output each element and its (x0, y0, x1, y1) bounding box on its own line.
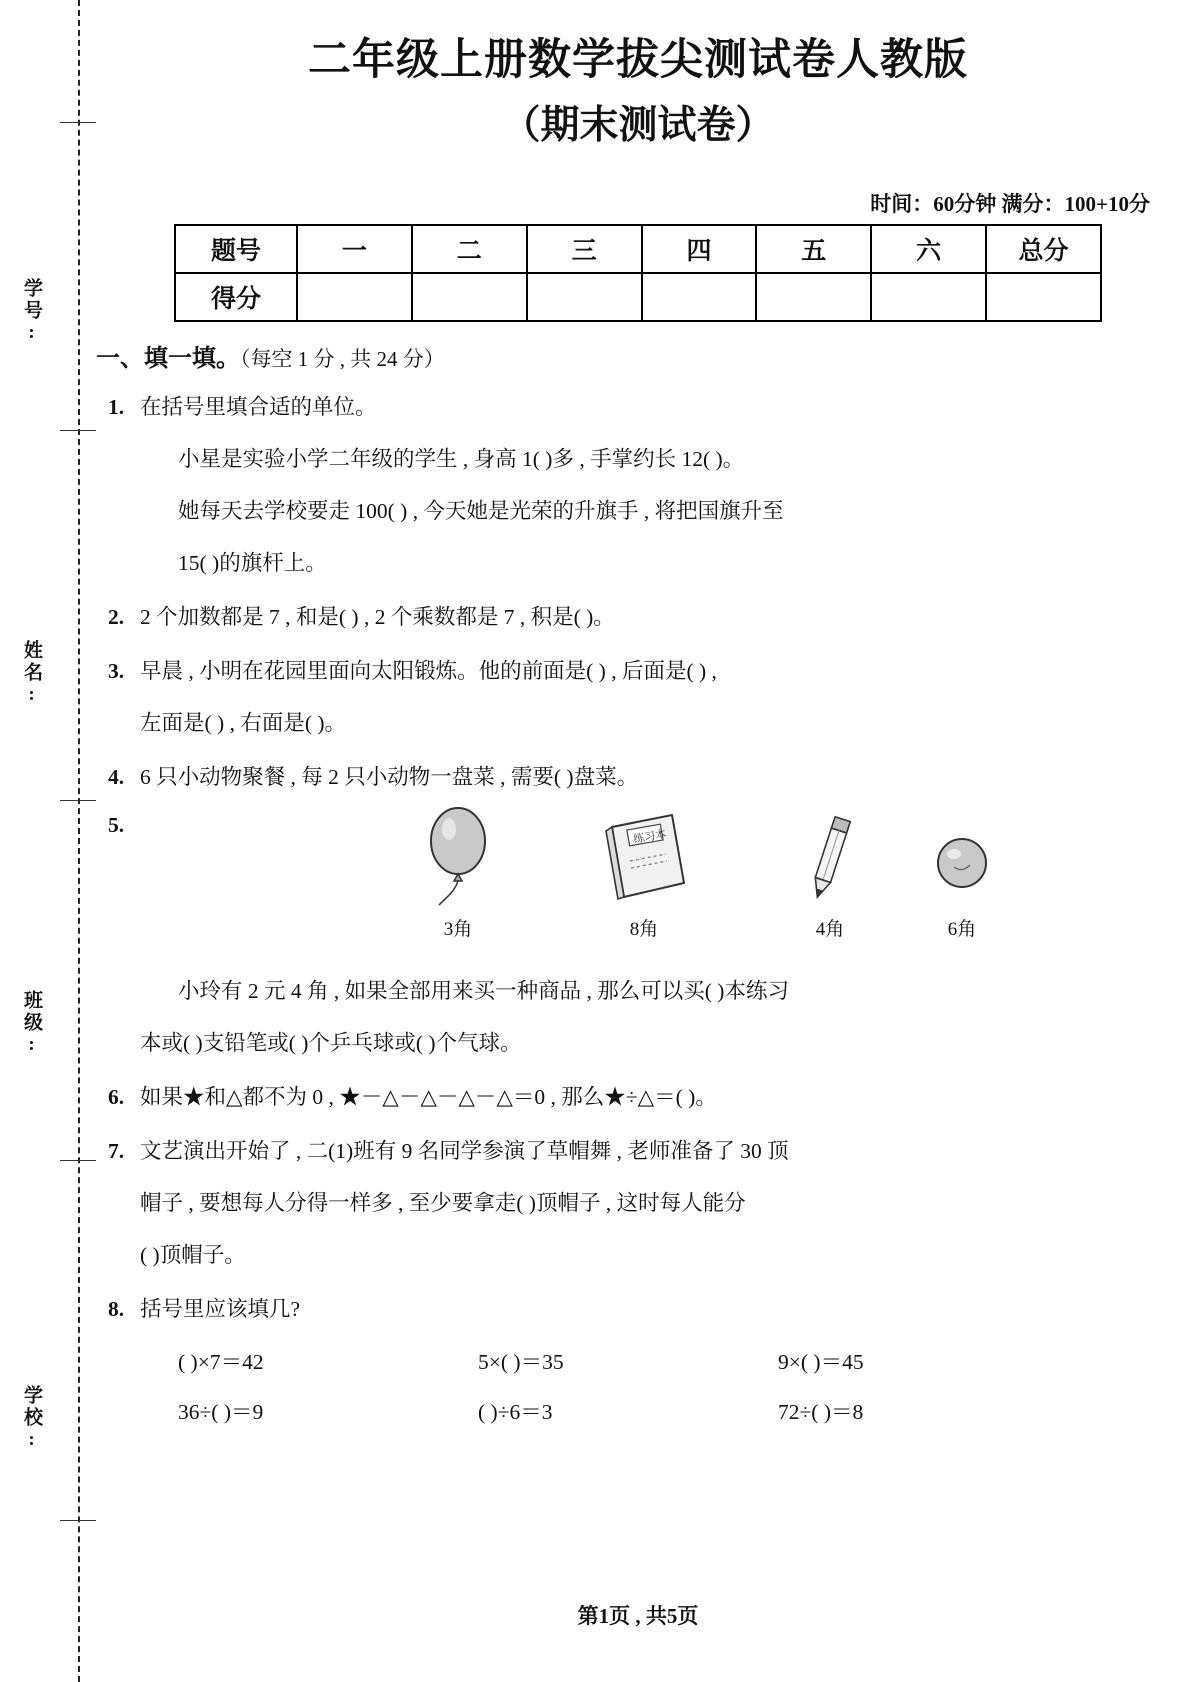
score-cell[interactable] (871, 273, 986, 321)
question-number: 6. (108, 1084, 125, 1109)
question-line: ( )顶帽子。 (140, 1242, 246, 1267)
svg-text:练习本: 练习本 (632, 828, 668, 846)
equation-row (178, 1387, 1138, 1437)
balloon-icon (413, 805, 503, 910)
score-cell[interactable] (642, 273, 757, 321)
margin-label-name: 姓名: (21, 640, 42, 708)
page-footer: 第1页 , 共5页 (577, 1604, 699, 1628)
question-line: 在括号里填合适的单位。 (140, 394, 377, 419)
question-line: 如果★和△都不为 0 , ★－△－△－△－△＝0 , 那么★÷△＝( )。 (140, 1084, 717, 1109)
score-table-col-2: 二 (412, 225, 527, 273)
question-2 (86, 591, 1190, 643)
question-line: 早晨 , 小明在花园里面向太阳锻炼。他的前面是( ) , 后面是( ) , (140, 658, 717, 683)
question-number: 7. (108, 1138, 125, 1163)
score-table-row-label: 题号 (175, 225, 297, 273)
page-title: 二年级上册数学拔尖测试卷人教版 (308, 37, 968, 84)
section-heading-note: （每空 1 分 , 共 24 分） (240, 346, 445, 371)
question-5-text (86, 965, 1190, 1069)
picture-pencil (760, 805, 900, 941)
equation-cell: ( )×7＝42 (178, 1349, 264, 1374)
left-margin-strip (0, 0, 86, 1682)
picture-caption: 8角 (629, 918, 659, 940)
score-table-col-5: 五 (756, 225, 871, 273)
score-cell[interactable] (527, 273, 642, 321)
picture-caption: 4角 (815, 918, 845, 940)
question-number: 4. (108, 764, 125, 789)
score-table-col-1: 一 (297, 225, 412, 273)
equation-cell: 36÷( )＝9 (178, 1399, 264, 1424)
equation-cell: 5×( )＝35 (478, 1349, 564, 1374)
margin-label-school: 学校: (21, 1385, 42, 1453)
score-table-col-4: 四 (642, 225, 757, 273)
section-heading-text: 一、填一填。 (96, 345, 240, 372)
score-cell[interactable] (412, 273, 527, 321)
question-line: 2 个加数都是 7 , 和是( ) , 2 个乘数都是 7 , 积是( )。 (140, 604, 615, 629)
score-table-col-6: 六 (871, 225, 986, 273)
question-line: 本或( )支铅笔或( )个乒乓球或( )个气球。 (140, 1030, 522, 1055)
margin-label-student-id: 学号: (21, 278, 42, 346)
question-6 (86, 1071, 1190, 1123)
table-row (175, 225, 1101, 273)
page-subtitle: （期末测试卷） (501, 103, 775, 147)
question-line: 15( )的旗杆上。 (178, 550, 327, 575)
question-line: 6 只小动物聚餐 , 每 2 只小动物一盘菜 , 需要( )盘菜。 (140, 764, 639, 789)
dashed-fold-line (78, 0, 80, 1682)
equation-cell: ( )÷6＝3 (478, 1399, 553, 1424)
question-line: 帽子 , 要想每人分得一样多 , 至少要拿走( )顶帽子 , 这时每人能分 (140, 1190, 746, 1215)
notebook-icon (590, 805, 698, 910)
score-table (174, 224, 1102, 322)
section-heading (96, 338, 1190, 373)
question-number: 8. (108, 1296, 125, 1321)
exam-page (86, 0, 1190, 1682)
pencil-icon (785, 805, 875, 910)
question-number: 1. (108, 394, 125, 419)
question-line: 括号里应该填几? (140, 1296, 301, 1321)
question-number: 5. (108, 812, 125, 837)
picture-balloon (388, 805, 528, 941)
picture-caption: 3角 (443, 918, 473, 940)
question-number: 2. (108, 604, 125, 629)
question-5-pictures (140, 805, 1190, 965)
question-number: 3. (108, 658, 125, 683)
score-cell[interactable] (297, 273, 412, 321)
score-table-col-total: 总分 (986, 225, 1101, 273)
margin-label-class: 班级: (21, 990, 42, 1058)
equation-cell: 72÷( )＝8 (778, 1399, 864, 1424)
question-4 (86, 751, 1190, 803)
score-cell[interactable] (756, 273, 871, 321)
picture-caption: 6角 (947, 918, 977, 940)
question-7 (86, 1125, 1190, 1281)
question-3 (86, 645, 1190, 749)
ball-icon (917, 805, 1007, 910)
equation-row (178, 1337, 1138, 1387)
equation-cell: 9×( )＝45 (778, 1349, 864, 1374)
question-8 (86, 1283, 1190, 1335)
picture-ping-pong-ball (892, 805, 1032, 941)
question-line: 左面是( ) , 右面是( )。 (140, 710, 347, 735)
score-cell[interactable] (986, 273, 1101, 321)
question-line: 小玲有 2 元 4 角 , 如果全部用来买一种商品 , 那么可以买( )本练习 (178, 978, 789, 1003)
score-table-row-label: 得分 (175, 273, 297, 321)
table-row (175, 273, 1101, 321)
question-8-equations (178, 1337, 1138, 1437)
exam-meta: 时间：60分钟 满分：100+10分 (870, 191, 1150, 216)
score-table-col-3: 三 (527, 225, 642, 273)
question-line: 文艺演出开始了 , 二(1)班有 9 名同学参演了草帽舞 , 老师准备了 30 顶 (140, 1138, 789, 1163)
question-line: 她每天去学校要走 100( ) , 今天她是光荣的升旗手 , 将把国旗升至 (178, 498, 784, 523)
question-line: 小星是实验小学二年级的学生 , 身高 1( )多 , 手掌约长 12( )。 (178, 446, 745, 471)
question-1 (86, 381, 1190, 589)
picture-exercise-book (574, 805, 714, 941)
